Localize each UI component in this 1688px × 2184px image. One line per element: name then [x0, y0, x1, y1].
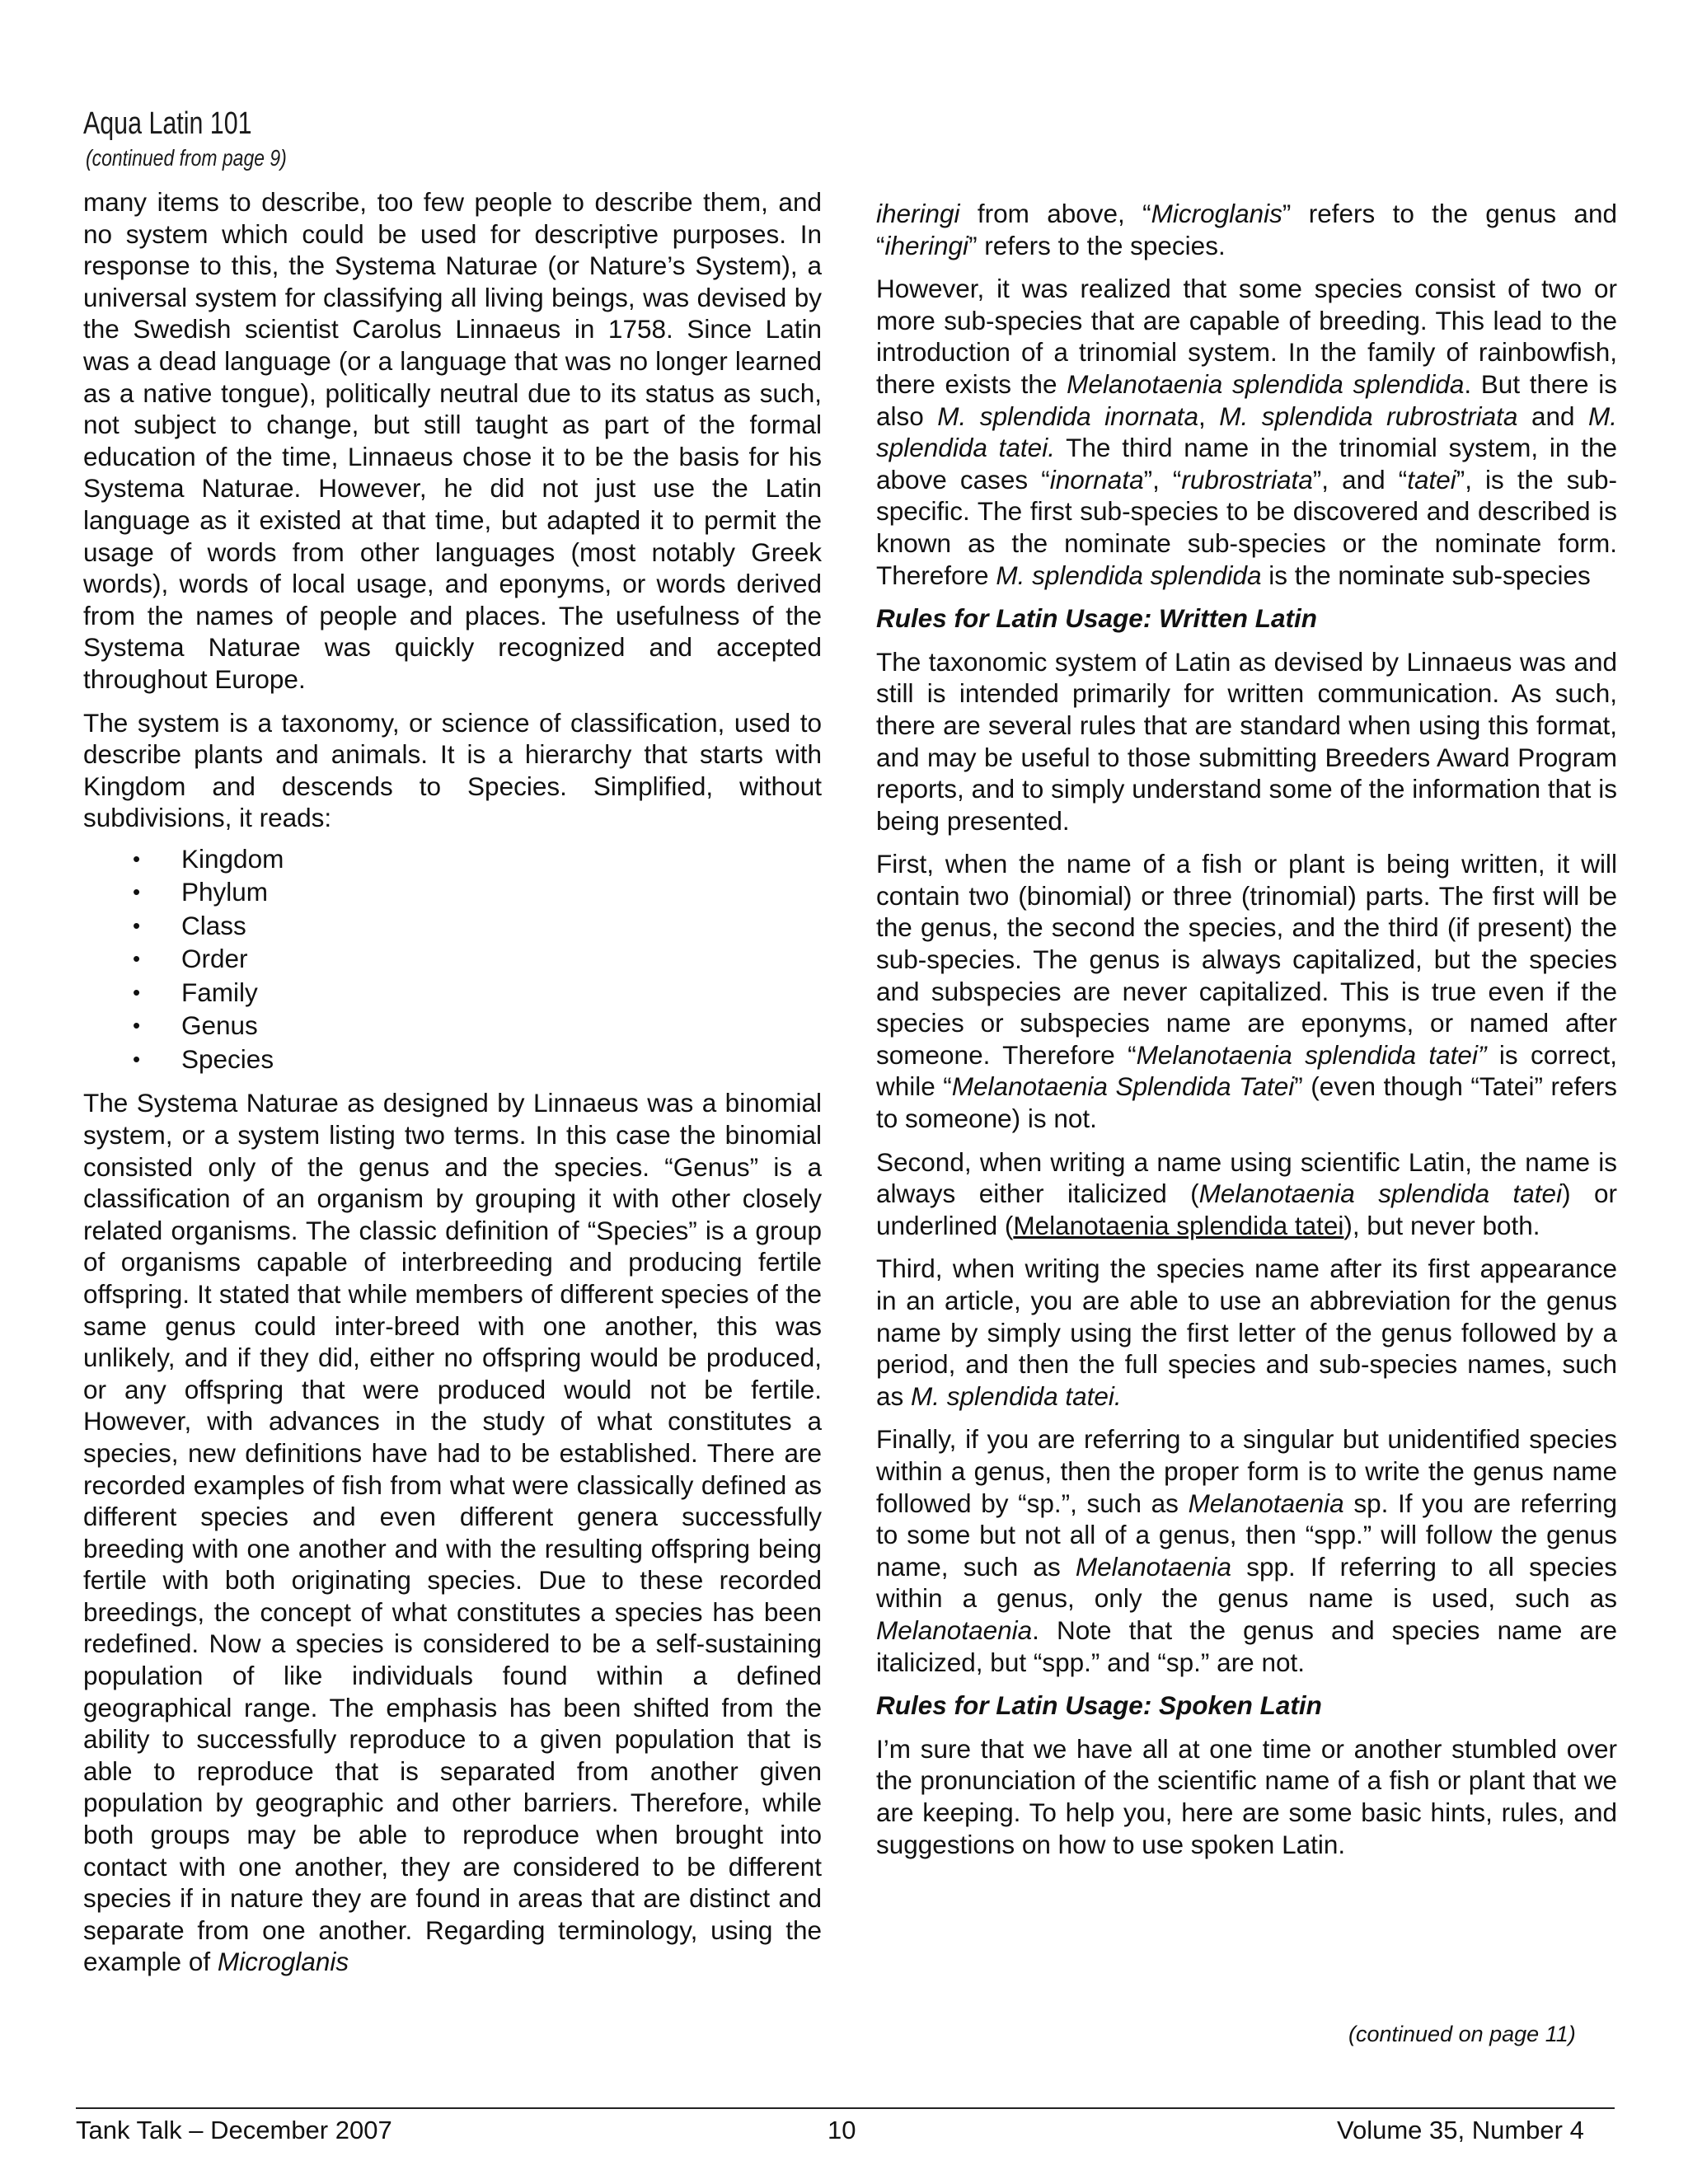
bullet-icon: • [133, 946, 141, 972]
list-item: • Phylum [133, 875, 822, 909]
continued-from-note: (continued from page 9) [86, 145, 287, 171]
right-paragraph-3: The taxonomic system of Latin as devised by Linnaeus was and still is intended primarily for written communication. As such, there are several rules that are standard when using this format, and may be useful to those submitting Breeders Award Program reports, and to simply understand some of the information that is being presented. [876, 646, 1617, 836]
section-heading-written: Rules for Latin Usage: Written Latin [876, 603, 1317, 634]
right-paragraph-2: However, it was realized that some species consist of two or more sub-species that are capable of breeding. This lead to the introduction of a trinomial system. In the family of rainbowfish, there exists the Melanotaenia splendida splendida. But there is also M. splendida inornata, M. splendida rubrostriata and M. splendida tatei. The third name in the trinomial system, in the above cases “inornata”, “rubrostriata”, and “tatei”, is the sub-specific. The first sub-species to be discovered and described is known as the nominate sub-species or the nominate form. Therefore M. splendida splendida is the nominate sub-species [876, 274, 1618, 590]
list-item: • Genus [133, 1009, 822, 1043]
footer-publication: Tank Talk – December 2007 [76, 2116, 392, 2144]
footer-volume: Volume 35, Number 4 [1337, 2116, 1584, 2144]
left-paragraph-2: The system is a taxonomy, or science of classification, used to describe plants and animals. It is a hierarchy that starts with Kingdom and descends to Species. Simplified, without subdivisions, it reads: [83, 707, 822, 833]
left-paragraph-1: many items to describe, too few people to describe them, and no system which could be used for descriptive purposes. In response to this, the Systema Naturae (or Nature’s System), a universal system for classifying all living beings, was devised by the Swedish scientist Carolus Linnaeus in 1758. Since Latin was a dead language (or a language that was no longer learned as a native tongue), politically neutral due to its status as such, not subject to change, but still taught as part of the formal education of the time, Linnaeus chose it to be the basis for his Systema Naturae. However, he did not just use the Latin language as it existed at that time, but adapted it to permit the usage of words from other languages (most notably Greek words), words of local usage, and eponyms, or words derived from the names of people and places. The usefulness of the Systema Naturae was quickly recognized and accepted throughout Europe. [83, 187, 822, 694]
left-column [83, 186, 822, 1978]
right-paragraph-8: I’m sure that we have all at one time or another stumbled over the pronunciation of the scientific name of a fish or plant that we are keeping. To help you, here are some basic hints, rules, and suggestions on how to use spoken Latin. [876, 1733, 1617, 1859]
footer-divider [76, 2107, 1615, 2109]
list-item: • Family [133, 976, 822, 1010]
left-paragraph-3: The Systema Naturae as designed by Linnaeus was a binomial system, or a system listing two terms. In this case the binomial consisted only of the genus and the species. “Genus” is a classification of an organism by grouping it with other closely related organisms. The classic definition of “Species” is a group of organisms capable of interbreeding and producing fertile offspring. It stated that while members of different species of the same genus could inter-breed with one another, this was unlikely, and if they did, either no offspring would be produced, or any offspring that were produced would not be fertile. However, with advances in the study of what constitutes a species, new definitions have had to be established. There are recorded examples of fish from what were classically defined as different species and even different genera successfully breeding with one another and with the resulting offspring being fertile with both originating species. Due to these recorded breedings, the concept of what constitutes a species has been redefined. Now a species is considered to be a self-sustaining population of like individuals found within a defined geographical range. The emphasis has been shifted from the ability to successfully reproduce to a given population that is able to reproduce that is separated from another given population by geographic and other barriers. Therefore, while both groups may be able to reproduce when brought into contact with one another, they are considered to be different species if in nature they are found in areas that are distinct and separate from one another. Regarding terminology, using the example of Microglanis [83, 1088, 822, 1977]
right-paragraph-6: Third, when writing the species name after its first appearance in an article, you are able to use an abbreviation for the genus name by simply using the first letter of the genus followed by a period, and then the full species and sub-species names, such as M. splendida tatei. [876, 1254, 1617, 1411]
list-item: • Species [133, 1043, 822, 1076]
taxonomy-list [83, 842, 822, 1076]
page-number: 10 [828, 2116, 856, 2144]
bullet-icon: • [133, 846, 141, 871]
right-paragraph-5: Second, when writing a name using scientific Latin, the name is always either italicized (Melanotaenia splendida tatei) or underlined (Melanotaenia splendida tatei), but never both. [876, 1146, 1618, 1240]
bullet-icon: • [133, 1046, 141, 1071]
right-paragraph-7: Finally, if you are referring to a singular but unidentified species within a genus, then the proper form is to write the genus name followed by “sp.”, such as Melanotaenia sp. If you are referring to some but not all of a genus, then “spp.” will follow the genus name, such as Melanotaenia spp. If referring to all species within a genus, only the genus name is used, such as Melanotaenia. Note that the genus and species name are italicized, but “spp.” and “sp.” are not. [876, 1424, 1617, 1677]
right-paragraph-1: iheringi from above, “Microglanis” refers to the genus and “iheringi” refers to the species. [876, 199, 1617, 260]
bullet-icon: • [133, 1013, 141, 1038]
right-paragraph-4: First, when the name of a fish or plant is being written, it will contain two (binomial) or three (trinomial) parts. The first will be the genus, the second the species, and the third (if present) the sub-species. The genus is always capitalized, but the species and subspecies are never capitalized. This is true even if the species or subspecies name are eponyms, or named after someone. Therefore “Melanotaenia splendida tatei” is correct, while “Melanotaenia Splendida Tatei” (even though “Tatei” refers to someone) is not. [876, 849, 1618, 1134]
continued-on-note: (continued on page 11) [1348, 2022, 1576, 2046]
right-column [876, 198, 1617, 1872]
bullet-icon: • [133, 979, 141, 1005]
bullet-icon: • [133, 879, 141, 905]
article-title: Aqua Latin 101 [83, 106, 252, 141]
list-item: • Kingdom [133, 842, 822, 876]
section-heading-spoken: Rules for Latin Usage: Spoken Latin [876, 1690, 1322, 1721]
bullet-icon: • [133, 912, 141, 938]
list-item: • Class [133, 909, 822, 943]
list-item: • Order [133, 942, 822, 976]
